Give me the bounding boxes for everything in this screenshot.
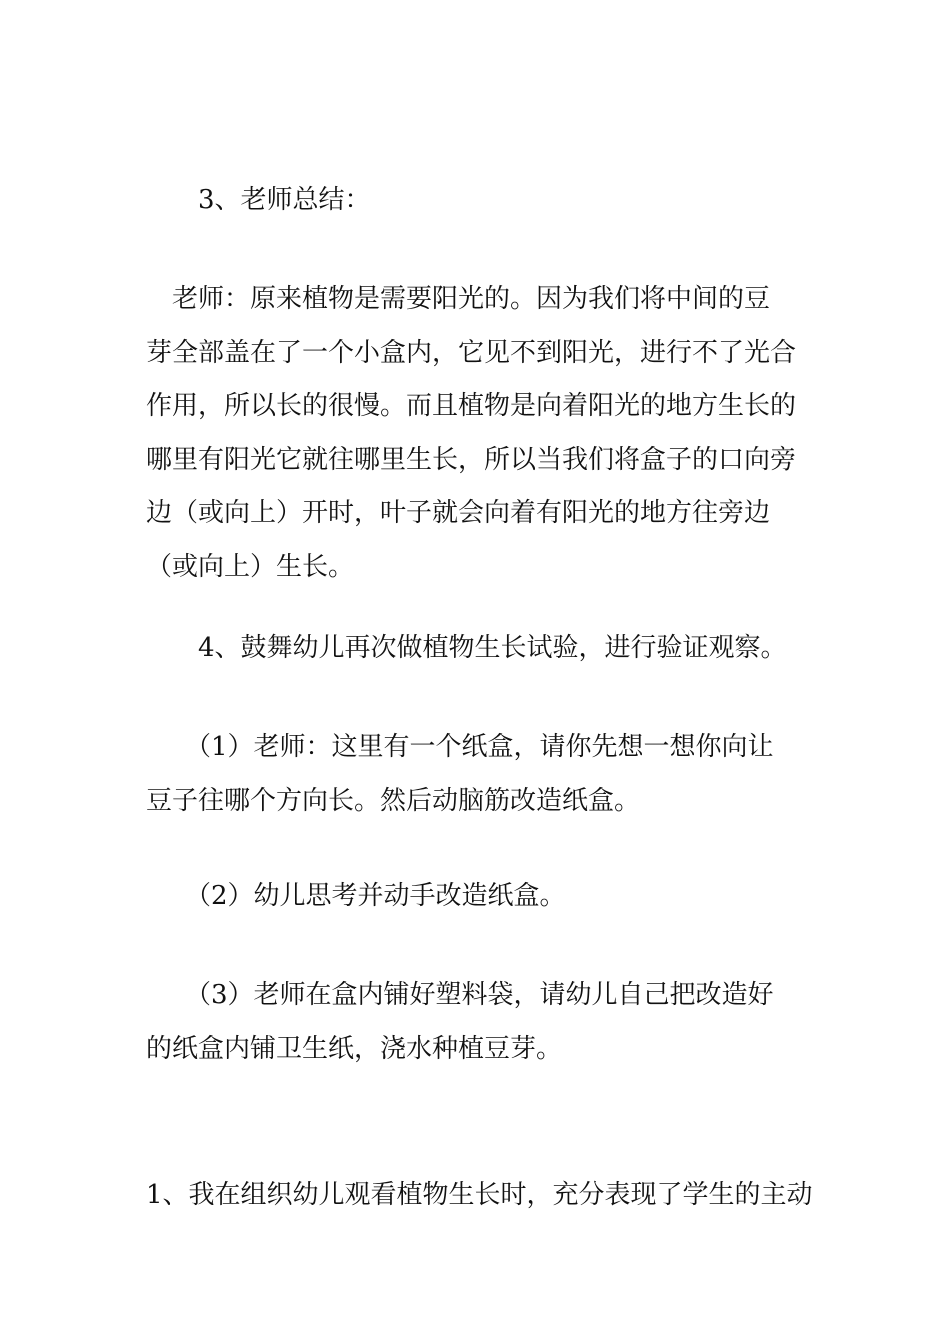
text-line: 4、鼓舞幼儿再次做植物生长试验，进行验证观察。 <box>146 633 787 663</box>
text-line: 作用，所以长的很慢。而且植物是向着阳光的地方生长的 <box>146 391 797 421</box>
text-line: 3、老师总结： <box>146 185 371 215</box>
step-4-paragraph <box>146 622 806 676</box>
step-4-2-paragraph <box>146 870 806 924</box>
text-line: 1、我在组织幼儿观看植物生长时，充分表现了学生的主动 <box>146 1180 813 1210</box>
step-4-1-paragraph <box>146 721 806 828</box>
text-line: 豆子往哪个方向长。然后动脑筋改造纸盒。 <box>146 785 641 816</box>
text-line: （或向上）生长。 <box>146 551 355 582</box>
text-line: 边（或向上）开时，叶子就会向着有阳光的地方往旁边 <box>146 498 771 528</box>
text-line: 芽全部盖在了一个小盒内，它见不到阳光，进行不了光合 <box>146 337 797 368</box>
teacher-summary-paragraph <box>146 273 806 594</box>
text-line: 老师：原来植物是需要阳光的。因为我们将中间的豆 <box>146 284 771 314</box>
step-4-3-paragraph <box>146 969 806 1076</box>
text-line: （1）老师：这里有一个纸盒，请你先想一想你向让 <box>146 732 774 762</box>
text-line: （2）幼儿思考并动手改造纸盒。 <box>146 881 566 911</box>
summary-heading <box>146 174 806 228</box>
reflection-paragraph <box>146 1169 813 1223</box>
text-line: （3）老师在盒内铺好塑料袋，请幼儿自己把改造好 <box>146 980 774 1010</box>
text-line: 哪里有阳光它就往哪里生长，所以当我们将盒子的口向旁 <box>146 444 797 475</box>
text-line: 的纸盒内铺卫生纸，浇水种植豆芽。 <box>146 1033 563 1064</box>
